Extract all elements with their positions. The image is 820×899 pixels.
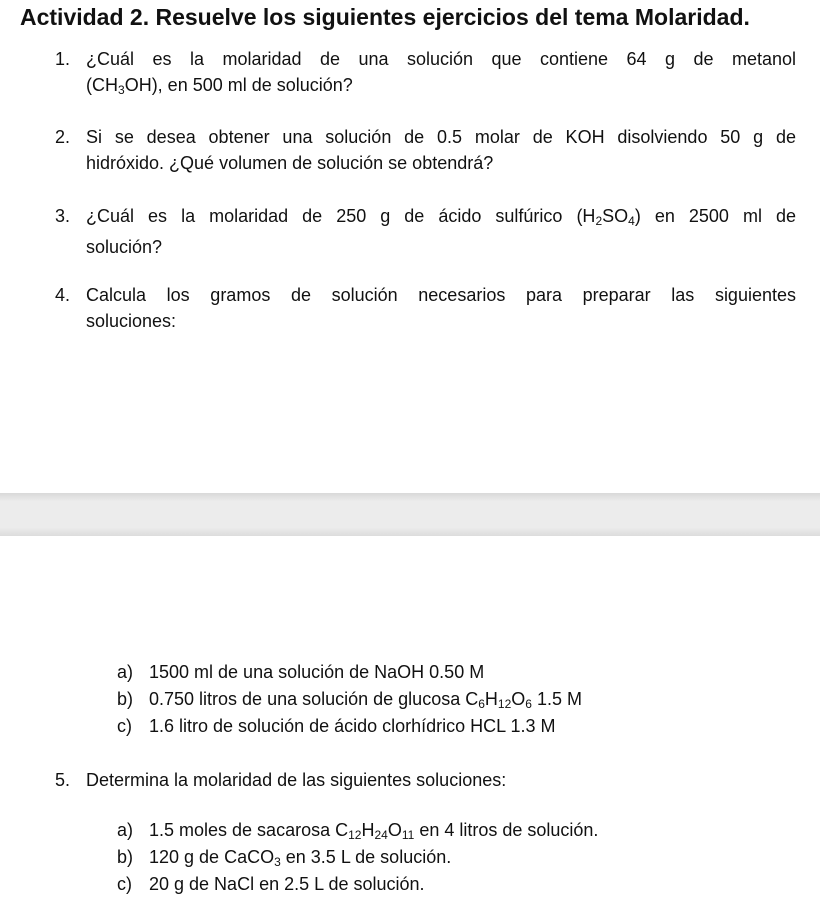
question-line: Calcula los gramos de solución necesarios para preparar las siguientes — [86, 285, 796, 305]
question-text — [86, 124, 796, 176]
question-line: soluciones: — [86, 311, 177, 331]
question-text — [86, 46, 796, 103]
question-number: 1. — [55, 49, 71, 69]
question-line: solución? — [86, 237, 163, 257]
question-line: ¿Cuál es la molaridad de una solución que contiene 64 g de metanol — [86, 49, 796, 69]
question-line: ¿Cuál es la molaridad de 250 g de ácido sulfúrico $(H_2SO_4)$ en 2500 ml de — [86, 206, 796, 228]
question-text — [86, 282, 796, 334]
page-title: Actividad 2. Resuelve los siguientes ejercicios del tema Molaridad. — [20, 4, 750, 30]
question-number: 4. — [55, 285, 71, 305]
question-line: $(CH_3OH)$, en 500 ml de solución? — [86, 75, 353, 97]
page-break-divider — [0, 493, 820, 536]
question-text — [86, 203, 796, 260]
question-number: 5. — [55, 770, 71, 790]
question-line: Si se desea obtener una solución de 0.5 molar de KOH disolviendo 50 g de — [86, 127, 796, 147]
question-number: 2. — [55, 127, 71, 147]
question-number: 3. — [55, 206, 71, 226]
question-text — [86, 767, 796, 793]
question-line: hidróxido. ¿Qué volumen de solución se obtendrá? — [86, 153, 494, 173]
question-line: Determina la molaridad de las siguientes soluciones: — [86, 770, 507, 790]
